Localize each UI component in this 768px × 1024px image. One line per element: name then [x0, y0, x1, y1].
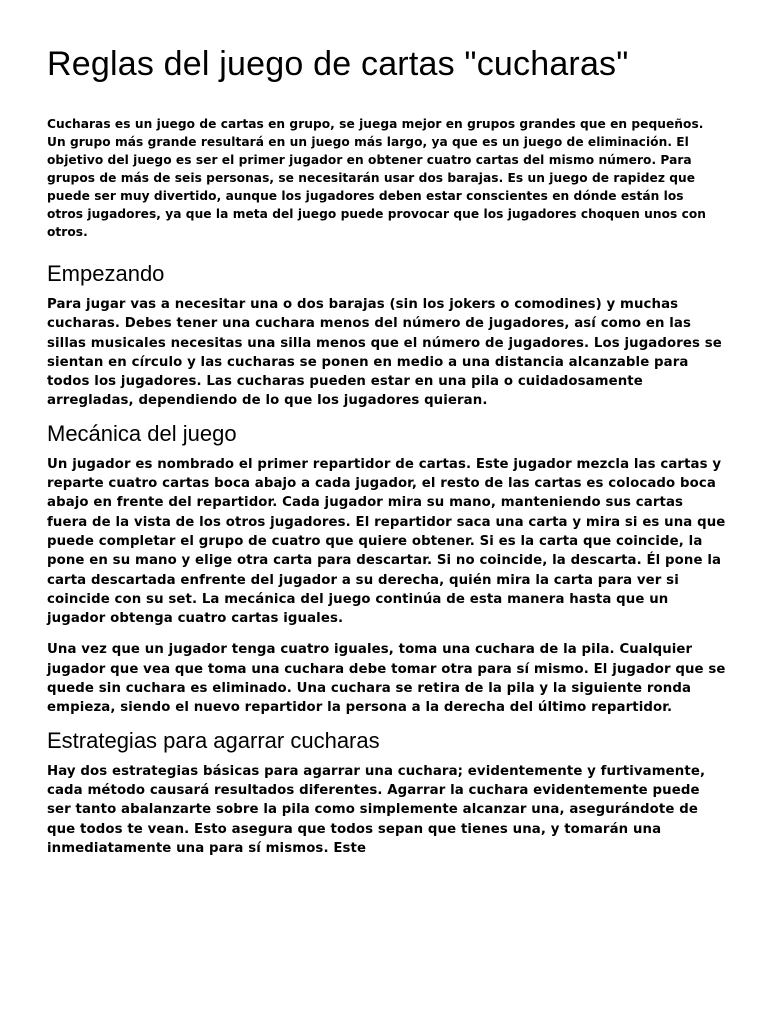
section-paragraph: Para jugar vas a necesitar una o dos barajas (sin los jokers o comodines) y muchas cucharas. Debes tener una cuchara menos del número de jugadores, así como en las sillas musicales necesitas una silla menos que el número de jugadores. Los jugadores se sientan en círculo y las cucharas se ponen en medio a una distancia alcanzable para todos los jugadores. Las cucharas pueden estar en una pila o cuidadosamente arregladas, dependiendo de lo que los jugadores quieran. [47, 297, 722, 409]
intro-paragraph: Cucharas es un juego de cartas en grupo, se juega mejor en grupos grandes que en pequeños. Un grupo más grande resultará en un juego más largo, ya que es un juego de eliminación. El objetivo del juego es ser el primer jugador en obtener cuatro cartas del mismo número. Para grupos de más de seis personas, se necesitarán usar dos barajas. Es un juego de rapidez que puede ser muy divertido, aunque los jugadores deben estar conscientes en dónde están los otros jugadores, ya que la meta del juego puede provocar que los jugadores choquen unos con otros. [47, 117, 707, 239]
section-heading: Mecánica del juego [47, 420, 237, 446]
section-estrategias [47, 728, 722, 858]
section-paragraph: Un jugador es nombrado el primer repartidor de cartas. Este jugador mezcla las cartas y reparte cuatro cartas boca abajo a cada jugador, el resto de las cartas es colocado boca abajo en frente del repartidor. Cada jugador mira su mano, manteniendo sus cartas fuera de la vista de los otros jugadores. El repartidor saca una carta y mira si es una que puede completar el grupo de cuatro que quiere obtener. Si es la carta que coincide, la pone en su mano y elige otra carta para descartar. Si no coincide, la descarta. Él pone la carta descartada enfrente del jugador a su derecha, quién mira la carta para ver si coincide con su set. La mecánica del juego continúa de esta manera hasta que un jugador obtenga cuatro cartas iguales. [47, 456, 726, 627]
section-heading: Estrategias para agarrar cucharas [47, 727, 380, 753]
document-title: Reglas del juego de cartas "cucharas" [47, 45, 629, 83]
section-paragraph: Hay dos estrategias básicas para agarrar una cuchara; evidentemente y furtivamente, cada método causará resultados diferentes. Agarrar la cuchara evidentemente puede ser tanto abalanzarte sobre la pila como simplemente alcanzar una, asegurándote de que todos te vean. Esto asegura que todos sepan que tienes una, y tomarán una inmediatamente una para sí mismos. Este [47, 763, 706, 856]
section-paragraph: Una vez que un jugador tenga cuatro iguales, toma una cuchara de la pila. Cualquier jugador que vea que toma una cuchara debe tomar otra para sí mismo. El jugador que se quede sin cuchara es eliminado. Una cuchara se retira de la pila y la siguiente ronda empieza, siendo el nuevo repartidor la persona a la derecha del último repartidor. [47, 642, 726, 716]
section-mecanica-del-juego [47, 420, 726, 718]
section-empezando [47, 261, 722, 411]
section-heading: Empezando [47, 261, 165, 286]
